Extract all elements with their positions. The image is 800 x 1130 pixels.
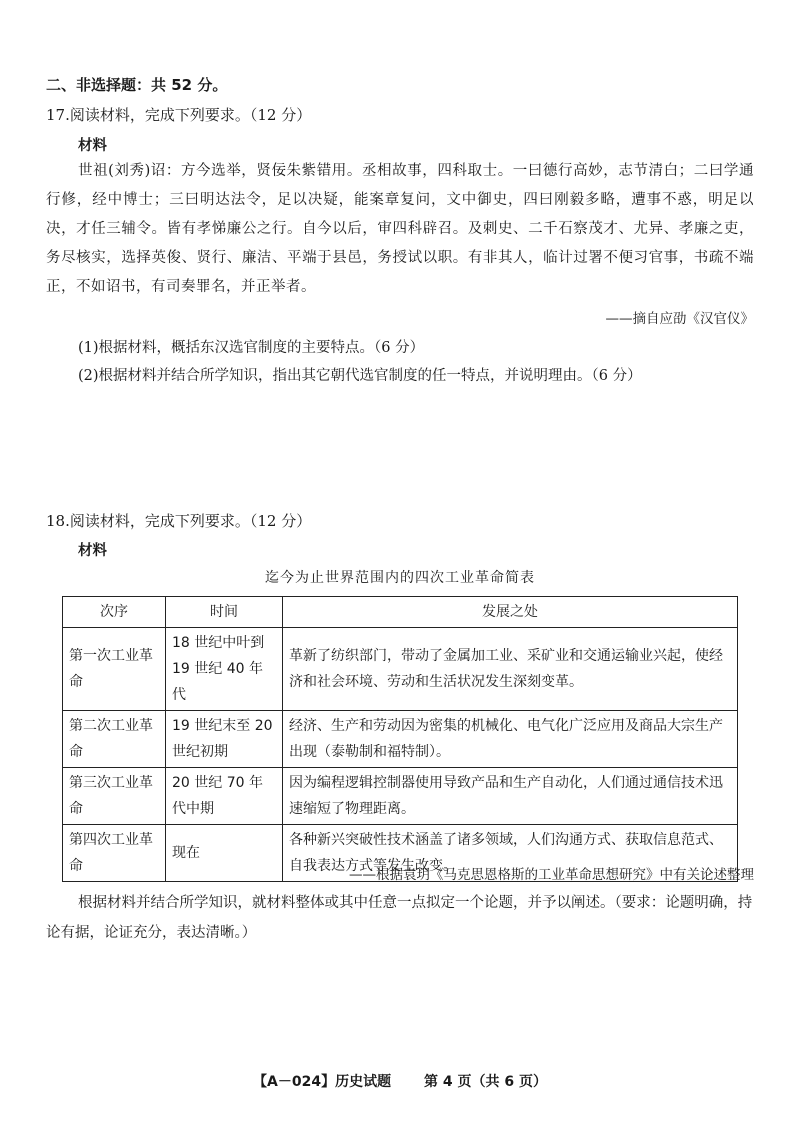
table-caption: 迄今为止世界范围内的四次工业革命简表 xyxy=(265,570,535,586)
q17-sub1: (1)根据材料，概括东汉选官制度的主要特点。（6 分） xyxy=(78,340,425,356)
q18-source: ——根据袁玥《马克思恩格斯的工业革命思想研究》中有关论述整理 xyxy=(349,867,754,883)
header-development: 发展之处 xyxy=(283,597,738,628)
cell-order: 第三次工业革命 xyxy=(63,768,166,825)
footer-exam-code: 【A－024】历史试题 xyxy=(253,1074,392,1090)
cell-order: 第一次工业革命 xyxy=(63,628,166,711)
q17-material-label: 材料 xyxy=(78,138,107,154)
cell-development: 因为编程逻辑控制器使用导致产品和生产自动化，人们通过通信技术迅速缩短了物理距离。 xyxy=(283,768,738,825)
header-time: 时间 xyxy=(166,597,283,628)
section-title: 二、非选择题：共 52 分。 xyxy=(46,76,228,94)
cell-development: 各种新兴突破性技术涵盖了诸多领域，人们沟通方式、获取信息范式、自我表达方式等发生改变。 xyxy=(283,825,738,882)
q18-material-label: 材料 xyxy=(78,543,107,559)
cell-time: 19 世纪末至 20 世纪初期 xyxy=(166,711,283,768)
table-row xyxy=(63,711,738,768)
q17-source: ——摘自应劭《汉官仪》 xyxy=(605,311,754,327)
q17-sub2: (2)根据材料并结合所学知识，指出其它朝代选官制度的任一特点，并说明理由。（6 分） xyxy=(78,368,642,384)
cell-order: 第四次工业革命 xyxy=(63,825,166,882)
table-header-row xyxy=(63,597,738,628)
q17-title: 17.阅读材料，完成下列要求。（12 分） xyxy=(46,106,312,124)
q18-title: 18.阅读材料，完成下列要求。（12 分） xyxy=(46,512,312,530)
q17-material-text: 世祖(刘秀)诏：方今选举，贤佞朱紫错用。丞相故事，四科取士。一曰德行高妙，志节清白；二曰学通行修，经中博士；三曰明达法令，足以决疑，能案章复问，文中御史，四曰刚毅多略，遭事不惑，明足以决，才任三辅令。皆有孝悌廉公之行。自今以后，审四科辟召。及刺史、二千石察茂才、尤异、孝廉之吏，务尽核实，选择英俊、贤行、廉洁、平端于县邑，务授试以职。有非其人，临计过署不便习官事，书疏不端正，不如诏书，有司奏罪名，并正举者。 xyxy=(46,163,754,295)
cell-order: 第二次工业革命 xyxy=(63,711,166,768)
page-footer xyxy=(0,1071,800,1091)
cell-time: 20 世纪 70 年代中期 xyxy=(166,768,283,825)
cell-development: 经济、生产和劳动因为密集的机械化、电气化广泛应用及商品大宗生产出现（泰勒制和福特制）。 xyxy=(283,711,738,768)
header-order: 次序 xyxy=(63,597,166,628)
q18-question: 根据材料并结合所学知识，就材料整体或其中任意一点拟定一个论题，并予以阐述。（要求：论题明确，持论有据，论证充分，表达清晰。） xyxy=(46,895,753,941)
revolutions-table xyxy=(62,596,738,882)
table-row xyxy=(63,768,738,825)
footer-page-number: 第 4 页（共 6 页） xyxy=(423,1074,547,1090)
cell-time: 现在 xyxy=(166,825,283,882)
cell-time: 18 世纪中叶到 19 世纪 40 年代 xyxy=(166,628,283,711)
table-row xyxy=(63,628,738,711)
cell-development: 革新了纺织部门，带动了金属加工业、采矿业和交通运输业兴起，使经济和社会环境、劳动和生活状况发生深刻变革。 xyxy=(283,628,738,711)
